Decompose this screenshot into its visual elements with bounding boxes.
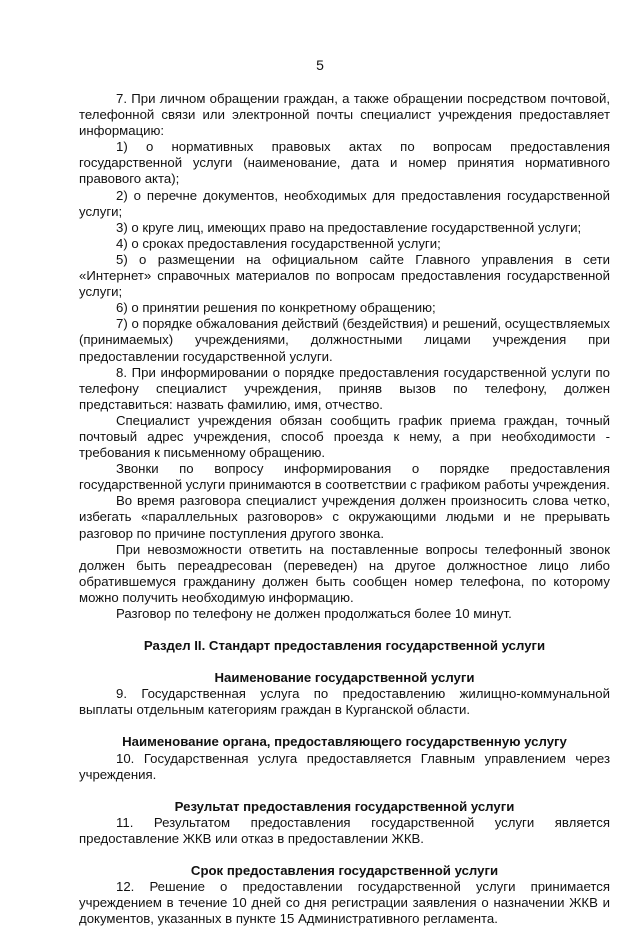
paragraph: 10. Государственная услуга предоставляется Главным управлением через учреждения. [79,750,610,782]
paragraph: 11. Результатом предоставления государственной услуги является предоставление ЖКВ или отказ в предоставлении ЖКВ. [79,814,610,846]
section-heading: Результат предоставления государственной услуги [174,798,515,814]
section-spacer [79,718,610,734]
paragraph: При невозможности ответить на поставленные вопросы телефонный звонок должен быть переадресован (переведен) на другое должностное лицо либо обратившемуся гражданину должен быть сообщен номер телефона, по которому можно получить необходимую информацию. [79,541,610,605]
section-heading: Раздел II. Стандарт предоставления государственной услуги [143,638,546,654]
paragraph: Во время разговора специалист учреждения должен произносить слова четко, избегать «параллельных разговоров» с окружающими людьми и не прерывать разговор по причине поступления другого звонка. [79,493,610,541]
section-heading: Наименование органа, предоставляющего государственную услугу [122,734,567,750]
paragraph: 4) о сроках предоставления государственной услуги; [116,235,441,251]
document-body [79,91,610,927]
paragraph: 7. При личном обращении граждан, а также обращении посредством почтовой, телефонной связи или электронной почты специалист учреждения предоставляет информацию: [79,91,610,139]
section-spacer [79,847,610,863]
paragraph: 6) о принятии решения по конкретному обращению; [116,300,436,316]
paragraph: 5) о размещении на официальном сайте Главного управления в сети «Интернет» справочных материалов по вопросам предоставления государственной услуги; [79,251,610,300]
section-heading: Наименование государственной услуги [214,670,475,686]
page-number: 5 [316,57,324,73]
paragraph: Специалист учреждения обязан сообщить график приема граждан, точный почтовый адрес учреждения, способ проезда к нему, а при необходимости - требования к письменному обращению. [79,412,610,461]
section-heading: Срок предоставления государственной услуги [190,863,499,879]
section-spacer [79,783,610,799]
paragraph: 9. Государственная услуга по предоставлению жилищно-коммунальной выплаты отдельным категориям граждан в Курганской области. [79,686,610,718]
paragraph: 12. Решение о предоставлении государственной услуги принимается учреждением в течение 10 дней со дня регистрации заявления о назначении ЖКВ и документов, указанных в пункте 15 Административного регламента. [79,879,610,927]
paragraph: 1) о нормативных правовых актах по вопросам предоставления государственной услуги (наименование, дата и номер принятия нормативного правового акта); [79,139,610,187]
paragraph: 2) о перечне документов, необходимых для предоставления государственной услуги; [79,187,610,219]
paragraph: 8. При информировании о порядке предоставления государственной услуги по телефону специалист учреждения, приняв вызов по телефону, должен представиться: назвать фамилию, имя, отчество. [79,364,610,412]
section-spacer [79,622,610,638]
paragraph: Звонки по вопросу информирования о порядке предоставления государственной услуги принимаются в соответствии с графиком работы учреждения. [79,461,610,493]
paragraph: Разговор по телефону не должен продолжаться более 10 минут. [116,606,512,621]
paragraph: 7) о порядке обжалования действий (бездействия) и решений, осуществляемых (принимаемых) учреждениями, должностными лицами учреждения при предоставлении государственной услуги. [79,316,610,364]
section-spacer [79,654,610,670]
paragraph: 3) о круге лиц, имеющих право на предоставление государственной услуги; [116,219,582,235]
